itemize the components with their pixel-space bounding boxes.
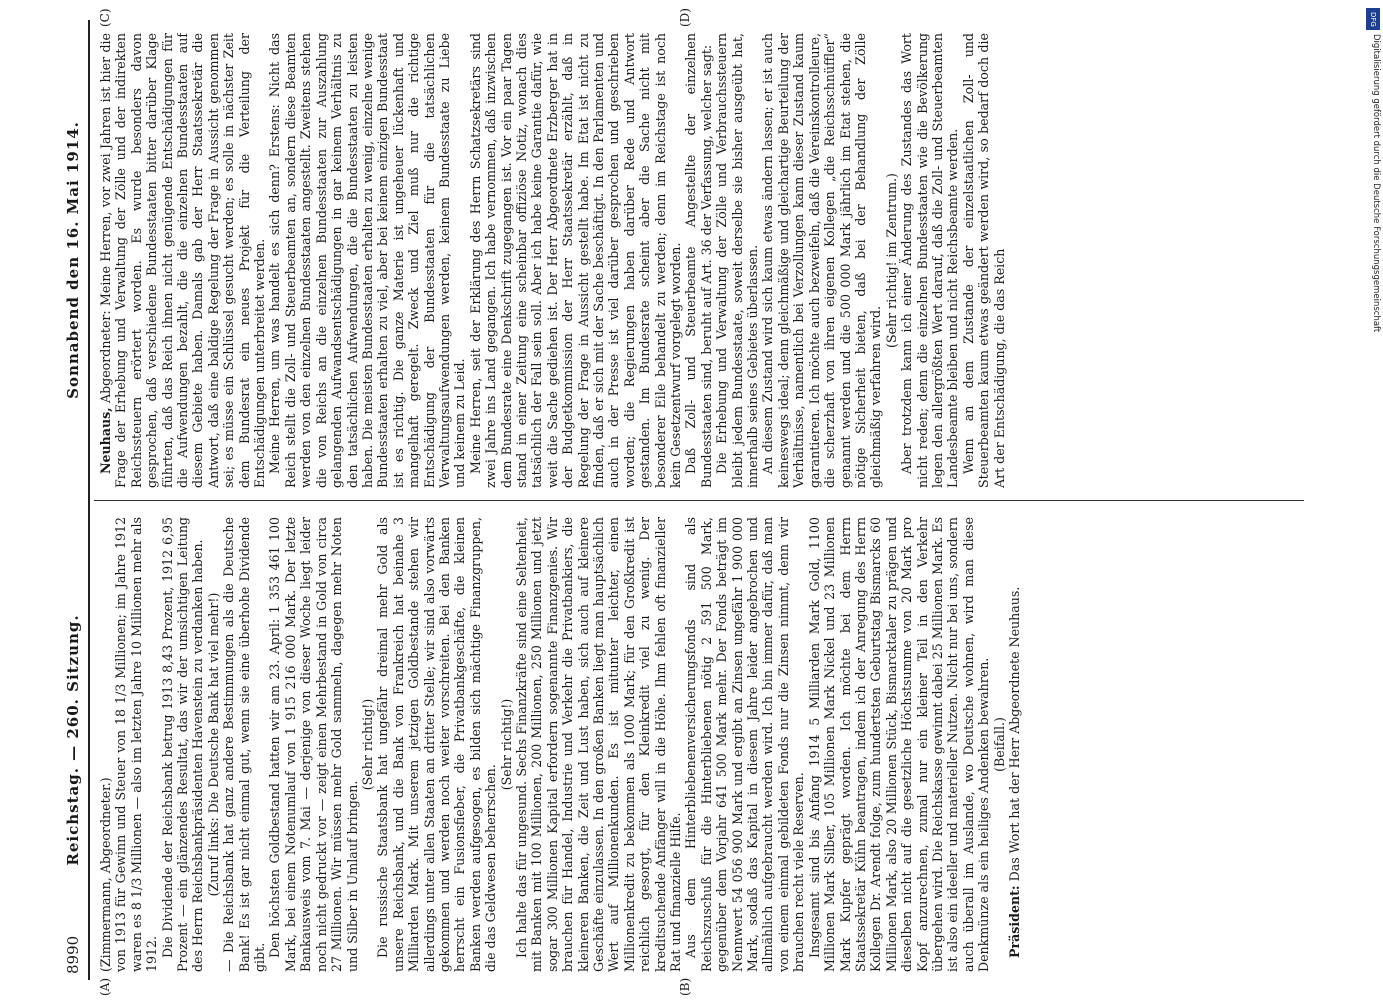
header-right-title: Sonnabend den 16. Mai 1914.	[64, 121, 82, 399]
paragraph: An diesem Zustand wird sich kaum etwas ändern lassen; er ist auch keineswegs ideal; denn gleichmäßige und gleichartige Beurteilung der Verhältnisse, namentlich bei Verzollungen kann dieser Zustand kaum garantieren. Ich möchte auch bezweifeln, daß die Vereinskontrolleure, die scherzhaft von ihren eigenen Kollegen „die Reichsschnüffler“ genannt werden und die 500 000 Mark jährlich im Etat stehen, die nötige Sicherheit bieten, daß bei der Behandlung der Zölle gleichmäßig verfahren wird.	[760, 33, 884, 488]
column-divider	[94, 500, 1304, 501]
paragraph: Die russische Staatsbank hat ungefähr dreimal mehr Gold als unsere Reichsbank, und die Bank von Frankreich hat beinahe 3 Milliarden Mark. Mit unserem jetzigen Goldbestande stehen wir allerdings unter allen Staaten an dritter Stelle; wir sind also vorwärts gekommen und werden noch weiter vorschreiten. Bei den Banken herrscht ein Fusionsfieber, die Privatbankgeschäfte, die kleinen Banken werden aufgesogen, es bilden sich mächtige Finanzgruppen, die das Geldwesen beherrschen.	[375, 517, 499, 972]
interjection: (Zuruf links: Die Deutsche Bank hat viel mehr!)	[205, 592, 221, 897]
speaker-text: Das Wort hat der Herr Abgeordnete Neuhaus.	[1006, 586, 1022, 882]
paragraph: von 1913 für Gewinn und Steuer von 18 1/3 Millionen; im Jahre 1912 waren es 8 1/3 Millionen — also im letzten Jahre 10 Millionen mehr als 1912.	[113, 517, 160, 972]
paragraph: Aus dem Hinterbliebenenversicherungsfonds sind als Reichszuschuß für die Hinterbliebenen nötig 2 591 500 Mark, gegenüber dem Vorjahr 641 500 Mark mehr. Der Fonds beträgt im Nennwert 54 056 900 Mark und ergibt an Zinsen ungefähr 1 900 000 Mark, sodaß das Kapital in diesem Jahre leider angebrochen und allmählich aufgebraucht werden wird. Ich bin immer dafür, daß man von einem einmal gebildeten Fonds nur die Zinsen nimmt, denn wir brauchen recht viele Reserven.	[683, 517, 807, 972]
paragraph: Ich halte das für ungesund. Sechs Finanzkräfte sind eine Seltenheit, mit Banken mit 100 Millionen, 200 Millionen, 250 Millionen und jetzt sogar 300 Millionen Kapital erfordern sogenannte Finanzgenies. Wir brauchen für Handel, Industrie und Verkehr die Privatbankiers, die kleineren Banken, die Zeit und Lust haben, sich auch auf kleinere Geschäfte einzulassen. In den großen Banken liegt man hauptsächlich Wert auf Millionenkunden. Es ist mitunter leichter, einen Millionenkredit zu bekommen als 1000 Mark; für den Großkredit ist reichlich gesorgt, für den Kleinkredit viel zu wenig. Der kreditsuchende Anfänger will in die Höhe. Ihm fehlen oft finanzieller Rat und finanzielle Hilfe.	[513, 517, 684, 972]
left-column	[98, 517, 1303, 972]
interjection: (Sehr richtig!)	[359, 698, 375, 791]
speaker-label: Präsident:	[1006, 885, 1022, 958]
dfg-logo: DFG	[1366, 8, 1380, 30]
page-number: 8990	[64, 935, 82, 974]
margin-mark-b: (B)	[678, 977, 692, 996]
paragraph	[98, 33, 267, 488]
margin-mark-a: (A)	[98, 977, 112, 996]
paragraph: Aber trotzdem kann ich einer Änderung des Zustandes das Wort nicht reden; denn die einzelnen Bundesstaaten wie die Bevölkerung legen den allergrößten Wert darauf, daß die Zoll- und Steuerbeamten Landesbeamte bleiben und nicht Reichsbeamte werden.	[899, 33, 961, 488]
interjection: (Sehr richtig!)	[498, 698, 514, 791]
paragraph: Wenn an dem Zustande der einzelstaatlichen Zoll- und Steuerbeamten kaum etwas geändert werden wird, so bedarf doch die Art der Entschädigung, die das Reich	[960, 33, 1007, 488]
header-left-title: Reichstag. — 260. Sitzung.	[64, 614, 82, 866]
margin-mark-d: (D)	[678, 8, 692, 27]
paragraph	[1007, 517, 1022, 972]
speaker-label: Neuhaus,	[98, 407, 113, 474]
digitization-credit: Digitalisierung gefördert durch die Deutsche Forschungsgemeinschaft	[1371, 34, 1381, 333]
right-column	[98, 33, 1303, 488]
speaker-text: Abgeordneter: Meine Herren, vor zwei Jahren ist hier die Frage der Erhebung und Verwaltung der Zölle und der indirekten Reichssteuern erörtert worden. Es wurde besonders davon gesprochen, daß verschiedene Bundesstaaten bitter darüber Klage führten, daß das Reich ihnen nicht genügende Entschädigungen für die Aufwendungen bezahlt, die die einzelnen Bundesstaaten auf diesem Gebiete haben. Damals gab der Herr Staatssekretär die Antwort, daß eine baldige Regelung der Frage in Aussicht genommen sei; es müsse ein Schlüssel gesucht werden; es solle in nächster Zeit dem Bundesrat ein neues Projekt für die Verteilung der Entschädigungen unterbreitet werden.	[98, 33, 268, 488]
document-page	[58, 8, 1308, 996]
margin-mark-c: (C)	[98, 8, 112, 27]
interjection: (Beifall.)	[991, 717, 1007, 772]
paragraph: Daß Zoll- und Steuerbeamte Angestellte der einzelnen Bundesstaaten sind, beruht auf Art. 36 der Verfassung, welcher sagt:	[683, 33, 714, 488]
paragraph: Den höchsten Goldbestand hatten wir am 23. April: 1 353 461 100 Mark, bei einem Notenumlauf von 1 915 216 000 Mark. Der letzte Bankausweis vom 7. Mai — derjenige von dieser Woche liegt leider noch nicht gedruckt vor — zeigt einen Mehrbestand in Gold von circa 27 Millionen. Wir müssen mehr Gold sammeln, dagegen mehr Noten und Silber in Umlauf bringen.	[267, 517, 360, 972]
paragraph: Meine Herren, um was handelt es sich denn? Erstens: Nicht das Reich stellt die Zoll- und Steuerbeamten an, sondern diese Beamten werden von den einzelnen Bundesstaaten angestellt. Zweitens stehen die von Reichs an die einzelnen Bundesstaaten zur Auszahlung gelangenden Aufwandsentschädigungen in gar keinem Verhältnis zu den tatsächlichen Aufwendungen, die die Bundesstaaten zu leisten haben. Die meisten Bundesstaaten erhalten zu wenig, einzelne wenige Bundesstaaten erhalten zu viel, aber bei keinem einzigen Bundesstaat ist es richtig. Die ganze Materie ist ungeheuer lückenhaft und mangelhaft geregelt. Zweck und Ziel muß nur die richtige Entschädigung der Bundesstaaten für die tatsächlichen Verwaltungsaufwendungen werden, keinem Bundesstaate zu Liebe und keinem zu Leid.	[267, 33, 468, 488]
page-header	[58, 20, 90, 980]
quotation: Die Erhebung und Verwaltung der Zölle und Verbrauchssteuern bleibt jedem Bundesstaate, soweit derselbe sie bisher ausgeübt hat, innerhalb seines Gebietes überlassen.	[714, 33, 761, 488]
paragraph: — Die Reichsbank hat ganz andere Bestimmungen als die Deutsche Bank! Es ist gar nicht einmal gut, wenn sie eine überhohe Dividende gibt.	[221, 517, 268, 972]
paragraph: Insgesamt sind bis Anfang 1914 5 Milliarden Mark Gold, 1100 Millionen Mark Silber, 105 Millionen Mark Nickel und 23 Millionen Mark Kupfer geprägt worden. Ich möchte bei dem Herrn Staatssekretär Kühn beantragen, indem ich der Anregung des Herrn Kollegen Dr. Arendt folge, zum hundertsten Geburtstag Bismarcks 60 Millionen Mark, also 20 Millionen Stück, Bismarcktaler zu prägen und dieselben nicht auf die gesetzliche Höchstsumme von 20 Mark pro Kopf anzurechnen, zumal nur ein kleiner Teil in den Verkehr übergehen wird. Die Reichskasse gewinnt dabei 25 Millionen Mark. Es ist also ein ideeller und materieller Nutzen. Nicht nur bei uns, sondern auch überall im Auslande, wo Deutsche wohnen, wird man diese Denkmünze als ein heiliges Andenken bewahren.	[806, 517, 992, 972]
paragraph: Die Dividende der Reichsbank betrug 1913 8,43 Prozent, 1912 6,95 Prozent — ein glänzendes Resultat, das wir der umsichtigen Leitung des Herrn Reichsbankpräsidenten Havenstein zu verdanken haben.	[159, 517, 206, 972]
speaker-note: (Zimmermann, Abgeordneter.)	[98, 777, 113, 972]
paragraph: Meine Herren, seit der Erklärung des Herrn Schatzsekretärs sind zwei Jahre ins Land gegangen. Ich habe vernommen, daß inzwischen dem Bundesrate eine Denkschrift zugegangen ist. Vor ein paar Tagen stand in einer Zeitung eine scheinbar offiziöse Notiz, wonach dies tatsächlich der Fall sein soll. Aber ich habe keine Garantie dafür, wie weit die Sache gediehen ist. Der Herr Abgeordnete Erzberger hat in der Budgetkommission der Herr Staatssekretär erzählt, daß in Regelung der Frage in Aussicht gestellt habe. Im Etat ist nicht zu finden, daß er sich mit der Sache beschäftigt. In den Parlamenten und auch in der Presse ist viel darüber gesprochen und geschrieben worden; die Regierungen haben darüber Rede und Antwort gestanden. Im Bundesrate scheint aber die Sache nicht mit besonderer Eile behandelt zu werden; denn im Reichstage ist noch kein Gesetzentwurf vorgelegt worden.	[467, 33, 684, 488]
interjection: (Sehr richtig! im Zentrum.)	[883, 173, 899, 348]
